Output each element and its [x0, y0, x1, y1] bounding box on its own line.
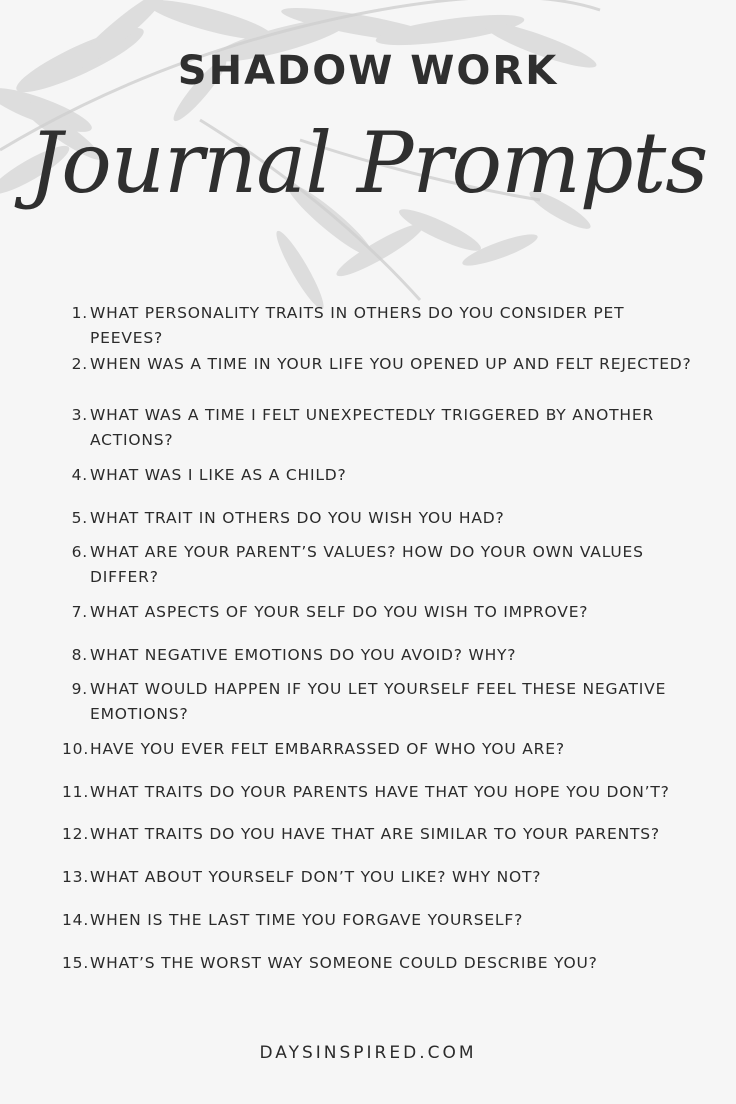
prompt-number: 4.: [71, 466, 88, 484]
prompt-item: [62, 737, 692, 762]
title-shadow-work: SHADOW WORK: [177, 48, 559, 94]
prompt-item: [62, 780, 692, 805]
prompt-text: WHAT WOULD HAPPEN IF YOU LET YOURSELF FEEL THESE NEGATIVE EMOTIONS?: [90, 680, 667, 723]
prompt-number: 1.: [71, 304, 88, 322]
prompt-item: [62, 677, 692, 727]
prompt-text: WHAT TRAITS DO YOU HAVE THAT ARE SIMILAR TO YOUR PARENTS?: [90, 825, 660, 843]
prompt-number: 13.: [62, 868, 90, 886]
prompt-text: WHAT ARE YOUR PARENT’S VALUES? HOW DO YOUR OWN VALUES DIFFER?: [90, 543, 644, 586]
prompt-text: WHAT TRAITS DO YOUR PARENTS HAVE THAT YOU HOPE YOU DON’T?: [90, 783, 670, 801]
prompt-text: WHAT WAS A TIME I FELT UNEXPECTEDLY TRIGGERED BY ANOTHER ACTIONS?: [90, 406, 654, 449]
prompt-text: HAVE YOU EVER FELT EMBARRASSED OF WHO YOU ARE?: [90, 740, 565, 758]
prompt-item: [62, 463, 692, 488]
prompt-item: [62, 540, 692, 590]
prompt-number: 7.: [71, 603, 88, 621]
prompt-number: 12.: [62, 825, 90, 843]
prompt-item: [62, 865, 692, 890]
prompt-item: [62, 908, 692, 933]
prompt-item: [62, 506, 692, 531]
prompt-text: WHAT ASPECTS OF YOUR SELF DO YOU WISH TO IMPROVE?: [90, 603, 589, 621]
prompt-number: 15.: [62, 954, 90, 972]
prompt-number: 5.: [71, 509, 88, 527]
prompt-item: [62, 822, 692, 847]
prompt-item: [62, 600, 692, 625]
prompt-item: [62, 301, 692, 351]
prompt-number: 9.: [71, 680, 88, 698]
prompt-text: WHAT NEGATIVE EMOTIONS DO YOU AVOID? WHY?: [90, 646, 517, 664]
prompt-number: 3.: [71, 406, 88, 424]
prompt-number: 8.: [71, 646, 88, 664]
prompt-number: 11.: [62, 783, 90, 801]
prompt-text: WHAT’S THE WORST WAY SOMEONE COULD DESCRIBE YOU?: [90, 954, 598, 972]
prompt-number: 14.: [62, 911, 90, 929]
prompt-item: [62, 352, 692, 377]
prompt-text: WHAT WAS I LIKE AS A CHILD?: [90, 466, 347, 484]
prompt-number: 10.: [62, 740, 90, 758]
footer-website: DAYSINSPIRED.COM: [259, 1043, 477, 1063]
prompt-text: WHAT ABOUT YOURSELF DON’T YOU LIKE? WHY NOT?: [90, 868, 542, 886]
prompt-text: WHEN WAS A TIME IN YOUR LIFE YOU OPENED UP AND FELT REJECTED?: [90, 355, 692, 373]
prompt-item: [62, 403, 692, 453]
prompt-number: 6.: [71, 543, 88, 561]
title-journal-prompts: Journal Prompts: [28, 114, 708, 212]
prompt-text: WHAT TRAIT IN OTHERS DO YOU WISH YOU HAD?: [90, 509, 505, 527]
prompt-item: [62, 951, 692, 976]
prompt-number: 2.: [71, 355, 88, 373]
prompt-text: WHEN IS THE LAST TIME YOU FORGAVE YOURSELF?: [90, 911, 524, 929]
prompt-item: [62, 643, 692, 668]
prompt-text: WHAT PERSONALITY TRAITS IN OTHERS DO YOU CONSIDER PET PEEVES?: [90, 304, 625, 347]
